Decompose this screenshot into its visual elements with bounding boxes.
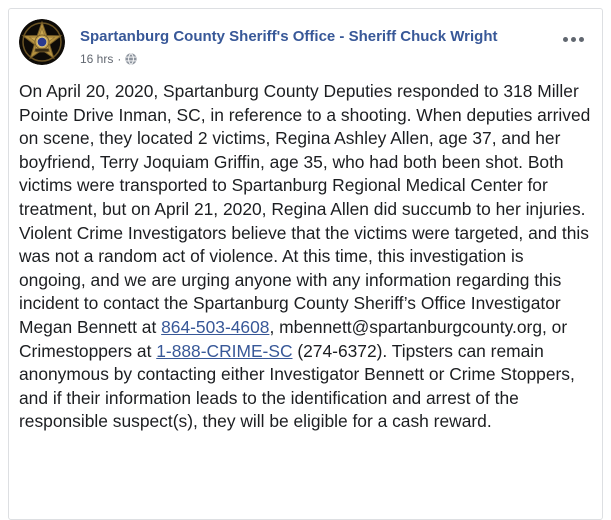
- post-text: [19, 80, 595, 434]
- phone-link-crimestoppers[interactable]: 1-888-CRIME-SC: [156, 340, 293, 361]
- post-body: [9, 67, 602, 434]
- post-card: [8, 8, 603, 520]
- sheriff-badge-icon: [19, 19, 65, 65]
- ellipsis-icon: [571, 37, 576, 42]
- ellipsis-icon: [563, 37, 568, 42]
- timestamp-link[interactable]: 16 hrs: [80, 52, 114, 66]
- post-text-segment: On April 20, 2020, Spartanburg County Deputies responded to 318 Miller Pointe Drive Inman, SC, in reference to a shooting. When deputies arrived on scene, they located 2 victims, Regina Ashley Allen, age 37, and her boyfriend, Terry Joquiam Griffin, age 35, who had both been shot. Both victims were transported to Spartanburg Regional Medical Center for treatment, but on April 21, 2020, Regina Allen did succumb to her injuries. Violent Crime Investigators believe that the victims were targeted, and this was not a random act of violence. At this time, this investigation is ongoing, and we are urging anyone with any information regarding this incident to contact the Spartanburg County Sheriff’s Office Investigator Megan Bennett at: [19, 81, 591, 337]
- globe-icon: [125, 53, 137, 65]
- post-text-segment: (274-6372). Tipsters can remain anonymous by contacting either Investigator Bennett or Crime Stoppers, and if their information leads to the identification and arrest of the responsible suspect(s), they will be eligible for a cash reward.: [19, 340, 575, 432]
- author-link[interactable]: Spartanburg County Sheriff's Office - Sheriff Chuck Wright: [80, 28, 498, 45]
- dot-separator: ·: [117, 52, 122, 66]
- post-menu-button[interactable]: [560, 31, 584, 47]
- phone-link-bennett[interactable]: 864-503-4608: [161, 316, 270, 337]
- post-meta-row: [80, 51, 497, 67]
- post-text-segment: , mbennett@spartanburgcounty.org, or Crimestoppers at: [19, 316, 568, 361]
- sheriff-star-badge-avatar[interactable]: [19, 19, 65, 65]
- post-header: [9, 9, 602, 67]
- ellipsis-icon: [579, 37, 584, 42]
- post-header-text: [80, 27, 497, 67]
